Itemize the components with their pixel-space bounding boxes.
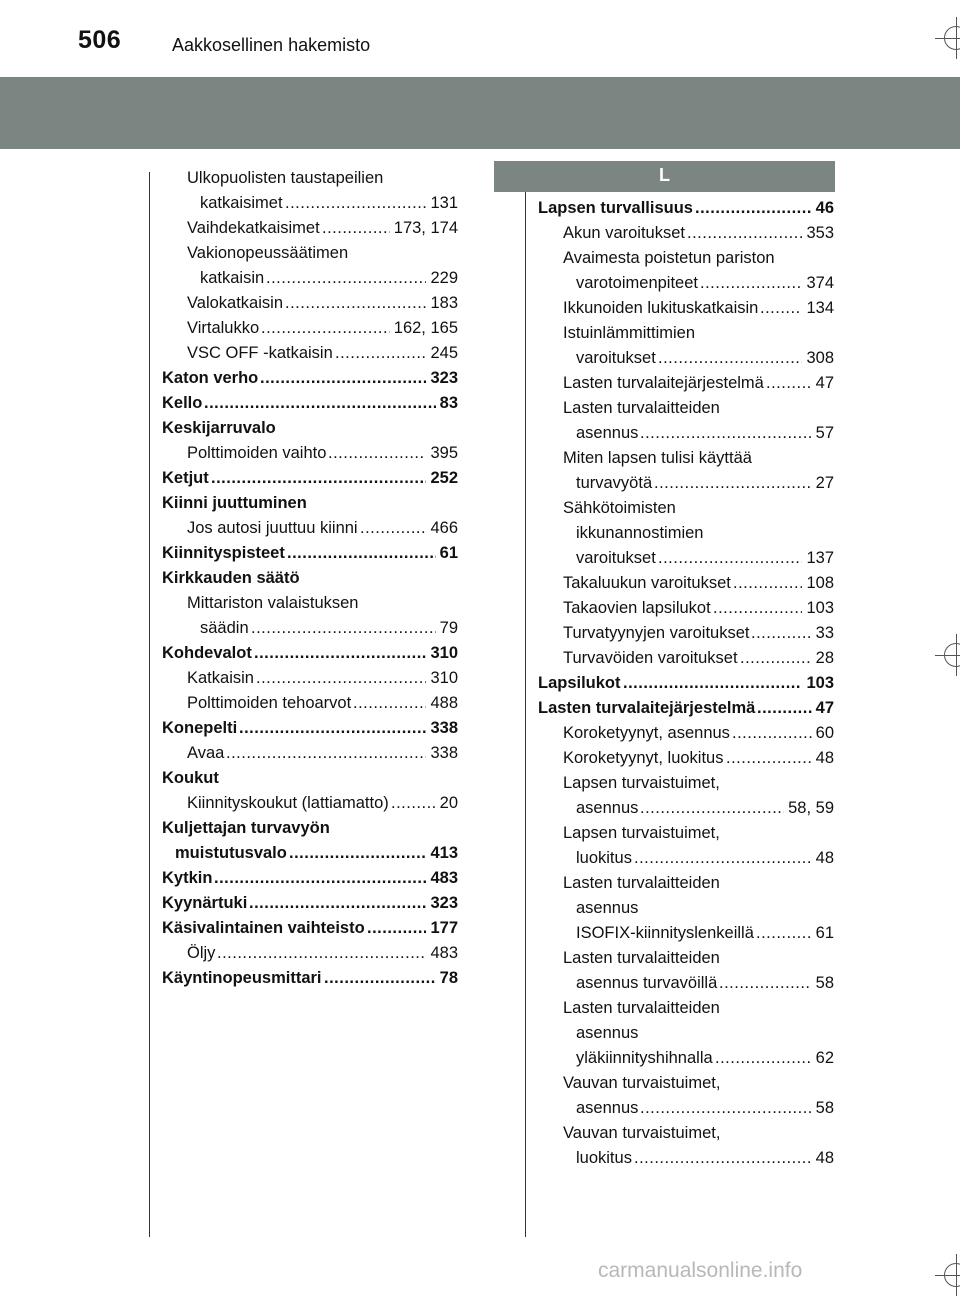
index-entry-page[interactable]: 374 <box>804 271 834 296</box>
index-entry-term: Lasten turvalaitteiden <box>563 874 720 892</box>
page-header <box>0 0 960 66</box>
index-entry-page[interactable]: 58, 59 <box>786 796 834 821</box>
index-entry-term: Kiinni juuttuminen <box>162 494 307 512</box>
index-entry <box>538 496 834 521</box>
dot-leader <box>733 571 802 596</box>
index-entry <box>538 696 834 721</box>
dot-leader <box>687 221 802 246</box>
index-entry-page[interactable]: 28 <box>814 646 834 671</box>
index-entry <box>162 591 458 616</box>
index-entry-page[interactable]: 108 <box>804 571 834 596</box>
index-entry-page[interactable]: 57 <box>814 421 834 446</box>
index-entry-page[interactable]: 466 <box>428 516 458 541</box>
index-entry-term: Öljy <box>187 944 216 962</box>
index-entry-term: Vauvan turvaistuimet, <box>563 1124 721 1142</box>
index-entry-term: asennus <box>576 799 639 817</box>
index-entry-term: luokitus <box>576 849 632 867</box>
dot-leader <box>360 516 426 541</box>
index-entry-term: Lasten turvalaitteiden <box>563 399 720 417</box>
index-entry <box>538 221 834 246</box>
index-entry-page[interactable]: 323 <box>428 891 458 916</box>
index-entry-page[interactable]: 395 <box>428 441 458 466</box>
index-entry-term: Kirkkauden säätö <box>162 569 300 587</box>
dot-leader <box>249 891 426 916</box>
dot-leader <box>266 266 426 291</box>
index-entry-term: Jos autosi juuttuu kiinni <box>187 519 358 537</box>
index-entry <box>538 921 834 946</box>
index-entry-term: Miten lapsen tulisi käyttää <box>563 449 752 467</box>
index-entry-page[interactable]: 413 <box>428 841 458 866</box>
index-entry <box>538 771 834 796</box>
index-entry-term: Lapsilukot <box>538 674 621 692</box>
index-entry-term: Vaihdekatkaisimet <box>187 219 320 237</box>
index-entry <box>162 666 458 691</box>
index-entry <box>162 191 458 216</box>
index-entry-page[interactable]: 310 <box>428 641 458 666</box>
index-entry-term: Vakionopeussäätimen <box>187 244 349 262</box>
dot-leader <box>756 921 812 946</box>
index-entry-term: yläkiinnityshihnalla <box>576 1049 713 1067</box>
index-entry <box>538 971 834 996</box>
index-entry-page[interactable]: 177 <box>428 916 458 941</box>
dot-leader <box>239 716 426 741</box>
index-entry <box>162 216 458 241</box>
index-entry-term: Lapsen turvaistuimet, <box>563 824 720 842</box>
index-entry-page[interactable]: 20 <box>438 791 458 816</box>
index-entry <box>538 946 834 971</box>
index-entry-term: Kytkin <box>162 869 213 887</box>
index-entry-page[interactable]: 62 <box>814 1046 834 1071</box>
index-entry-page[interactable]: 27 <box>814 471 834 496</box>
registration-mark-bottom <box>944 1263 960 1287</box>
index-entry-page[interactable]: 47 <box>814 696 834 721</box>
dot-leader <box>719 971 812 996</box>
index-entry-term: ikkunannostimien <box>576 524 704 542</box>
dot-leader <box>700 271 802 296</box>
index-entry-page[interactable]: 83 <box>438 391 458 416</box>
index-entry-term: Koukut <box>162 769 219 787</box>
index-entry-term: Virtalukko <box>187 319 260 337</box>
index-entry <box>162 791 458 816</box>
index-entry <box>538 621 834 646</box>
dot-leader <box>640 1096 812 1121</box>
dot-leader <box>634 846 812 871</box>
index-entry-term: Kello <box>162 394 203 412</box>
index-entry-term: VSC OFF -katkaisin <box>187 344 333 362</box>
dot-leader <box>217 941 426 966</box>
index-entry-term: asennus turvavöillä <box>576 974 718 992</box>
dot-leader <box>634 1146 812 1171</box>
index-entry-term: katkaisimet <box>200 194 283 212</box>
index-entry-term: Valokatkaisin <box>187 294 283 312</box>
index-entry-page[interactable]: 162, 165 <box>392 316 458 341</box>
dot-leader <box>367 916 426 941</box>
index-entry <box>538 396 834 421</box>
index-entry-page[interactable]: 338 <box>428 716 458 741</box>
dot-leader <box>623 671 802 696</box>
index-entry <box>162 166 458 191</box>
index-entry-term: Sähkötoimisten <box>563 499 676 517</box>
index-entry <box>162 341 458 366</box>
index-entry <box>162 441 458 466</box>
dot-leader <box>640 796 784 821</box>
dot-leader <box>289 841 426 866</box>
index-entry <box>162 816 458 841</box>
dot-leader <box>715 1046 812 1071</box>
index-entry-term: muistutusvalo <box>175 844 287 862</box>
index-entry-page[interactable]: 137 <box>804 546 834 571</box>
index-entry-term: luokitus <box>576 1149 632 1167</box>
index-entry-term: Lasten turvalaitejärjestelmä <box>538 699 756 717</box>
index-entry-term: Käsivalintainen vaihteisto <box>162 919 365 937</box>
index-entry-term: Lasten turvalaitteiden <box>563 949 720 967</box>
index-entry <box>162 316 458 341</box>
dot-leader <box>285 191 426 216</box>
index-entry-page[interactable]: 131 <box>428 191 458 216</box>
index-entry-page[interactable]: 183 <box>428 291 458 316</box>
index-entry-term: turvavyötä <box>576 474 653 492</box>
dot-leader <box>654 471 812 496</box>
dot-leader <box>658 546 802 571</box>
index-entry <box>538 846 834 871</box>
index-entry <box>538 1121 834 1146</box>
index-entry <box>162 416 458 441</box>
index-entry-term: Polttimoiden tehoarvot <box>187 694 352 712</box>
index-entry <box>162 941 458 966</box>
index-entry <box>538 571 834 596</box>
index-entry <box>162 241 458 266</box>
index-entry-term: varoitukset <box>576 549 656 567</box>
index-entry <box>162 691 458 716</box>
dot-leader <box>760 296 802 321</box>
index-entry-page[interactable]: 48 <box>814 846 834 871</box>
dot-leader <box>751 621 812 646</box>
index-entry-page[interactable]: 33 <box>814 621 834 646</box>
dot-leader <box>658 346 802 371</box>
dot-leader <box>353 691 426 716</box>
index-entry-term: säädin <box>200 619 249 637</box>
index-entry <box>538 296 834 321</box>
index-entry-term: Kohdevalot <box>162 644 252 662</box>
dot-leader <box>322 216 390 241</box>
index-entry-term: varoitukset <box>576 349 656 367</box>
dot-leader <box>256 666 426 691</box>
index-entry-page[interactable]: 61 <box>814 921 834 946</box>
index-entry-page[interactable]: 48 <box>814 746 834 771</box>
index-entry <box>162 391 458 416</box>
dot-leader <box>391 791 436 816</box>
index-entry <box>538 746 834 771</box>
index-entry-term: Takaovien lapsilukot <box>563 599 711 617</box>
index-entry-term: Avaa <box>187 744 225 762</box>
dot-leader <box>204 391 436 416</box>
dot-leader <box>726 746 812 771</box>
index-entry <box>162 766 458 791</box>
index-entry-page[interactable]: 229 <box>428 266 458 291</box>
index-entry-page[interactable]: 46 <box>814 196 834 221</box>
index-entry-term: Katkaisin <box>187 669 254 687</box>
dot-leader <box>254 641 426 666</box>
index-entry-term: katkaisin <box>200 269 265 287</box>
index-entry-page[interactable]: 483 <box>428 866 458 891</box>
index-entry <box>538 596 834 621</box>
index-entry-term: Kiinnityspisteet <box>162 544 285 562</box>
index-entry <box>538 321 834 346</box>
index-entry <box>162 866 458 891</box>
index-entry <box>538 896 834 921</box>
index-entry <box>162 716 458 741</box>
dot-leader <box>640 421 812 446</box>
index-column-left <box>162 166 458 991</box>
index-entry-page[interactable]: 48 <box>814 1146 834 1171</box>
index-entry <box>538 1046 834 1071</box>
index-entry-page[interactable]: 483 <box>428 941 458 966</box>
index-entry-term: Turvavöiden varoitukset <box>563 649 738 667</box>
index-entry-page[interactable]: 58 <box>814 1096 834 1121</box>
index-entry-page[interactable]: 245 <box>428 341 458 366</box>
dot-leader <box>766 371 812 396</box>
index-entry <box>162 366 458 391</box>
dot-leader <box>732 721 812 746</box>
index-entry <box>538 471 834 496</box>
index-entry-page[interactable]: 103 <box>804 671 834 696</box>
page-title: Aakkosellinen hakemisto <box>172 35 371 55</box>
dot-leader <box>251 616 436 641</box>
index-entry-term: Lasten turvalaitteiden <box>563 999 720 1017</box>
index-entry-page[interactable]: 47 <box>814 371 834 396</box>
dot-leader <box>260 366 426 391</box>
index-entry <box>162 841 458 866</box>
index-entry-term: Takaluukun varoitukset <box>563 574 731 592</box>
index-entry-term: Katon verho <box>162 369 259 387</box>
index-entry-term: asennus <box>576 424 639 442</box>
index-entry <box>538 1096 834 1121</box>
index-entry-term: Ikkunoiden lukituskatkaisin <box>563 299 759 317</box>
index-entry-page[interactable]: 173, 174 <box>392 216 458 241</box>
index-entry <box>162 291 458 316</box>
index-entry <box>538 871 834 896</box>
index-entry <box>538 271 834 296</box>
index-entry-term: Kuljettajan turvavyön <box>162 819 330 837</box>
index-entry-page[interactable]: 252 <box>428 466 458 491</box>
index-entry-term: ISOFIX-kiinnityslenkeillä <box>576 924 754 942</box>
dot-leader <box>261 316 390 341</box>
dot-leader <box>757 696 812 721</box>
registration-mark-middle <box>944 643 960 667</box>
index-entry <box>538 521 834 546</box>
index-entry <box>162 741 458 766</box>
index-entry-term: asennus <box>576 1099 639 1117</box>
index-entry <box>162 966 458 991</box>
index-entry-page[interactable]: 78 <box>438 966 458 991</box>
index-entry-page[interactable]: 58 <box>814 971 834 996</box>
index-entry-term: Istuinlämmittimien <box>563 324 696 342</box>
index-entry-term: Lapsen turvaistuimet, <box>563 774 720 792</box>
index-entry <box>538 371 834 396</box>
index-entry <box>162 516 458 541</box>
index-entry <box>162 466 458 491</box>
index-entry <box>162 641 458 666</box>
section-letter-heading: L <box>494 161 835 192</box>
index-entry-page[interactable]: 353 <box>804 221 834 246</box>
index-entry <box>538 346 834 371</box>
index-entry-term: Kyynärtuki <box>162 894 248 912</box>
index-entry-page[interactable]: 103 <box>804 596 834 621</box>
index-entry <box>538 721 834 746</box>
index-entry-page[interactable]: 323 <box>428 366 458 391</box>
dot-leader <box>226 741 426 766</box>
index-entry-term: Turvatyynyjen varoitukset <box>563 624 750 642</box>
index-entry-term: Avaimesta poistetun pariston <box>563 249 775 267</box>
index-entry <box>538 646 834 671</box>
dot-leader <box>740 646 812 671</box>
index-entry-page[interactable]: 60 <box>814 721 834 746</box>
dot-leader <box>335 341 426 366</box>
index-entry <box>538 446 834 471</box>
index-entry-term: Polttimoiden vaihto <box>187 444 327 462</box>
dot-leader <box>214 866 426 891</box>
watermark: carmanualsonline.info <box>598 1259 803 1282</box>
index-entry <box>162 266 458 291</box>
index-entry-term: Ketjut <box>162 469 209 487</box>
index-entry <box>538 546 834 571</box>
page-number: 506 <box>78 26 122 54</box>
index-entry <box>162 616 458 641</box>
index-entry-page[interactable]: 338 <box>428 741 458 766</box>
index-entry <box>538 196 834 221</box>
index-entry-term: Koroketyynyt, asennus <box>563 724 730 742</box>
index-entry <box>538 996 834 1021</box>
index-entry-page[interactable]: 488 <box>428 691 458 716</box>
index-entry-term: Koroketyynyt, luokitus <box>563 749 724 767</box>
index-entry <box>538 671 834 696</box>
index-column-right <box>538 196 834 1171</box>
index-entry-term: Kiinnityskoukut (lattiamatto) <box>187 794 389 812</box>
left-column-rule <box>149 172 150 1237</box>
index-entry-term: Käyntinopeusmittari <box>162 969 322 987</box>
index-entry-page[interactable]: 134 <box>804 296 834 321</box>
index-entry <box>538 1146 834 1171</box>
index-entry-term: Lapsen turvallisuus <box>538 199 693 217</box>
index-entry <box>538 421 834 446</box>
index-entry-term: Lasten turvalaitejärjestelmä <box>563 374 764 392</box>
index-entry-term: Ulkopuolisten taustapeilien <box>187 169 384 187</box>
index-entry <box>538 246 834 271</box>
index-entry <box>538 796 834 821</box>
index-entry-page[interactable]: 61 <box>438 541 458 566</box>
header-band <box>0 77 960 149</box>
dot-leader <box>713 596 802 621</box>
index-entry-term: asennus <box>576 899 639 917</box>
index-entry-page[interactable]: 310 <box>428 666 458 691</box>
dot-leader <box>695 196 812 221</box>
index-entry-term: Vauvan turvaistuimet, <box>563 1074 721 1092</box>
index-entry-page[interactable]: 308 <box>804 346 834 371</box>
index-entry <box>538 1071 834 1096</box>
index-entry <box>162 541 458 566</box>
index-entry-term: Konepelti <box>162 719 238 737</box>
index-entry-term: Akun varoitukset <box>563 224 685 242</box>
index-entry-term: asennus <box>576 1024 639 1042</box>
index-entry <box>162 491 458 516</box>
index-entry <box>538 821 834 846</box>
dot-leader <box>285 291 426 316</box>
index-entry <box>538 1021 834 1046</box>
index-entry <box>162 566 458 591</box>
dot-leader <box>328 441 426 466</box>
index-entry <box>162 916 458 941</box>
index-entry <box>162 891 458 916</box>
index-entry-term: varotoimenpiteet <box>576 274 698 292</box>
dot-leader <box>324 966 436 991</box>
dot-leader <box>211 466 426 491</box>
middle-column-rule <box>525 172 526 1237</box>
index-entry-term: Mittariston valaistuksen <box>187 594 359 612</box>
index-entry-page[interactable]: 79 <box>438 616 458 641</box>
dot-leader <box>287 541 436 566</box>
index-entry-term: Keskijarruvalo <box>162 419 276 437</box>
